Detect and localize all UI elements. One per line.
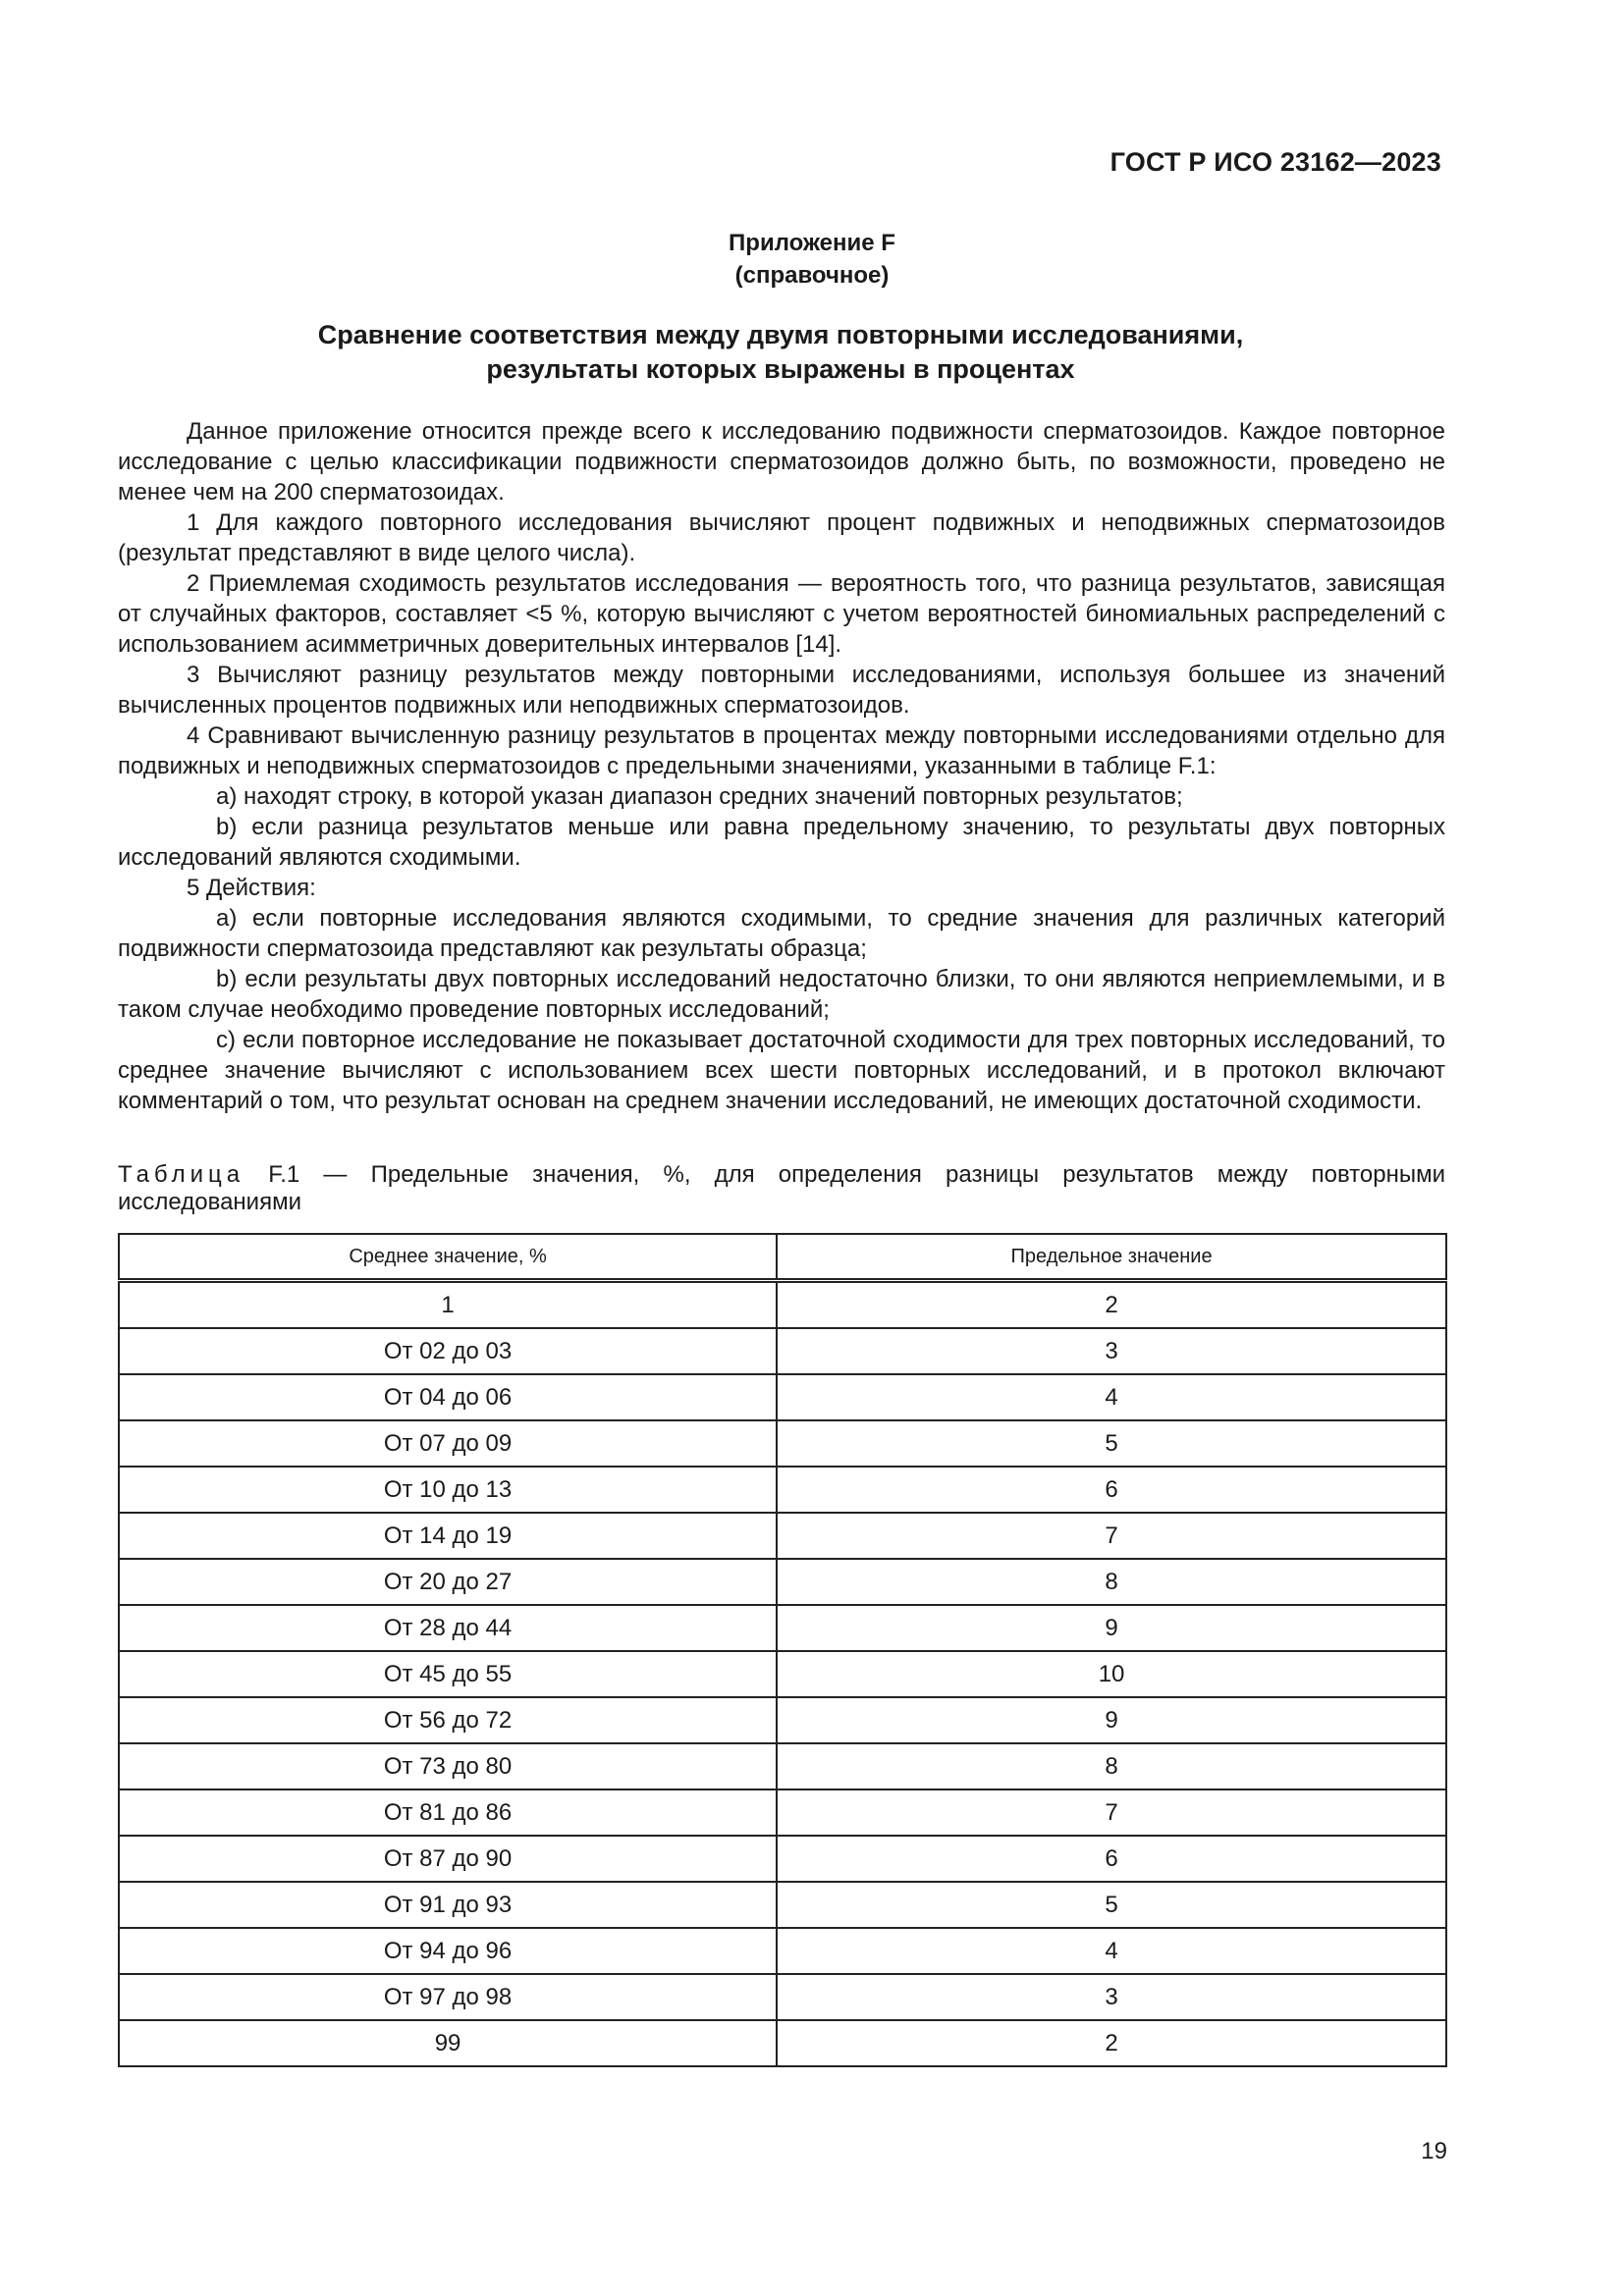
table-row bbox=[119, 1743, 1446, 1789]
limit-value-cell: 7 bbox=[777, 1513, 1446, 1559]
table-caption-label: Таблица bbox=[118, 1161, 245, 1188]
table-row bbox=[119, 1281, 1446, 1329]
table-row bbox=[119, 1836, 1446, 1882]
limit-value-cell: 3 bbox=[777, 1328, 1446, 1374]
table-row bbox=[119, 1974, 1446, 2020]
mean-value-cell: От 20 до 27 bbox=[119, 1559, 777, 1605]
step-5c-paragraph: c) если повторное исследование не показывает достаточной сходимости для трех повторных исследований, то среднее значение вычисляют с использованием всех шести повторных исследований, и в протокол включают комментарий о том, что результат основан на среднем значении исследований, не имеющих достаточной сходимости. bbox=[118, 1027, 1445, 1114]
step-4-paragraph: 4 Сравнивают вычисленную разницу результатов в процентах между повторными исследованиями отдельно для подвижных и неподвижных сперматозоидов с предельными значениями, указанными в таблице F.1: bbox=[118, 722, 1445, 779]
mean-value-cell: От 56 до 72 bbox=[119, 1697, 777, 1743]
step-1-paragraph: 1 Для каждого повторного исследования вычисляют процент подвижных и неподвижных сперматозоидов (результат представляют в виде целого числа). bbox=[118, 509, 1445, 566]
limit-value-cell: 8 bbox=[777, 1559, 1446, 1605]
mean-value-cell: От 94 до 96 bbox=[119, 1928, 777, 1974]
table-caption-text: F.1 — Предельные значения, %, для определения разницы результатов между повторными исследованиями bbox=[118, 1161, 1445, 1215]
limit-value-cell: 2 bbox=[777, 1281, 1446, 1329]
mean-value-cell: От 14 до 19 bbox=[119, 1513, 777, 1559]
limit-value-cell: 2 bbox=[777, 2020, 1446, 2066]
table-row bbox=[119, 1697, 1446, 1743]
mean-value-cell: От 02 до 03 bbox=[119, 1328, 777, 1374]
step-5a-paragraph: a) если повторные исследования являются сходимыми, то средние значения для различных категорий подвижности сперматозоида представляют как результаты образца; bbox=[118, 905, 1445, 962]
table-row bbox=[119, 1513, 1446, 1559]
table-row bbox=[119, 1467, 1446, 1513]
table-row bbox=[119, 1928, 1446, 1974]
mean-value-cell: От 45 до 55 bbox=[119, 1651, 777, 1697]
limit-value-cell: 6 bbox=[777, 1836, 1446, 1882]
step-4b-paragraph: b) если разница результатов меньше или равна предельному значению, то результаты двух повторных исследований являются сходимыми. bbox=[118, 814, 1445, 871]
limit-value-cell: 10 bbox=[777, 1651, 1446, 1697]
limit-value-column-header: Предельное значение bbox=[777, 1234, 1446, 1281]
mean-value-cell: От 81 до 86 bbox=[119, 1789, 777, 1836]
limit-value-cell: 8 bbox=[777, 1743, 1446, 1789]
document-code: ГОСТ Р ИСО 23162—2023 bbox=[1110, 147, 1441, 177]
mean-value-cell: От 04 до 06 bbox=[119, 1374, 777, 1420]
mean-value-cell: От 91 до 93 bbox=[119, 1882, 777, 1928]
mean-value-cell: От 73 до 80 bbox=[119, 1743, 777, 1789]
annex-body bbox=[118, 416, 1445, 1116]
table-row bbox=[119, 1559, 1446, 1605]
annex-title bbox=[0, 318, 1561, 387]
table-row bbox=[119, 2020, 1446, 2066]
step-3-paragraph: 3 Вычисляют разницу результатов между повторными исследованиями, используя большее из значений вычисленных процентов подвижных или неподвижных сперматозоидов. bbox=[118, 662, 1445, 719]
annex-title-line-2: результаты которых выражены в процентах bbox=[486, 354, 1075, 384]
table-header-row bbox=[119, 1234, 1446, 1281]
mean-value-cell: От 10 до 13 bbox=[119, 1467, 777, 1513]
table-row bbox=[119, 1605, 1446, 1651]
table-caption bbox=[118, 1161, 1445, 1216]
step-5-paragraph: 5 Действия: bbox=[187, 875, 316, 901]
table-row bbox=[119, 1374, 1446, 1420]
mean-value-cell: 99 bbox=[119, 2020, 777, 2066]
limit-value-cell: 5 bbox=[777, 1882, 1446, 1928]
annex-name: Приложение F bbox=[729, 230, 895, 256]
mean-value-cell: От 28 до 44 bbox=[119, 1605, 777, 1651]
table-row bbox=[119, 1789, 1446, 1836]
step-2-paragraph: 2 Приемлемая сходимость результатов исследования — вероятность того, что разница результатов, зависящая от случайных факторов, составляет <5 %, которую вычисляют с учетом вероятностей биномиальных распределений с использованием асимметричных доверительных интервалов [14]. bbox=[118, 570, 1445, 658]
limits-table bbox=[118, 1233, 1447, 2067]
table-row bbox=[119, 1882, 1446, 1928]
mean-value-cell: 1 bbox=[119, 1281, 777, 1329]
annex-kind: (справочное) bbox=[734, 262, 890, 289]
limit-value-cell: 9 bbox=[777, 1605, 1446, 1651]
limit-value-cell: 4 bbox=[777, 1374, 1446, 1420]
step-5b-paragraph: b) если результаты двух повторных исследований недостаточно близки, то они являются неприемлемыми, и в таком случае необходимо проведение повторных исследований; bbox=[118, 966, 1445, 1023]
intro-paragraph: Данное приложение относится прежде всего к исследованию подвижности сперматозоидов. Каждое повторное исследование с целью классификации подвижности сперматозоидов должно быть, по возможности, проведено не менее чем на 200 сперматозоидах. bbox=[118, 418, 1445, 506]
limit-value-cell: 3 bbox=[777, 1974, 1446, 2020]
limit-value-cell: 5 bbox=[777, 1420, 1446, 1467]
annex-heading bbox=[0, 227, 1624, 292]
table-row bbox=[119, 1651, 1446, 1697]
table-row bbox=[119, 1420, 1446, 1467]
table-row bbox=[119, 1328, 1446, 1374]
limit-value-cell: 6 bbox=[777, 1467, 1446, 1513]
mean-value-column-header: Среднее значение, % bbox=[119, 1234, 777, 1281]
step-4a-paragraph: a) находят строку, в которой указан диапазон средних значений повторных результатов; bbox=[216, 783, 1183, 810]
mean-value-cell: От 07 до 09 bbox=[119, 1420, 777, 1467]
limits-table-body bbox=[119, 1281, 1446, 2067]
limit-value-cell: 7 bbox=[777, 1789, 1446, 1836]
annex-title-line-1: Сравнение соответствия между двумя повторными исследованиями, bbox=[317, 320, 1244, 349]
mean-value-cell: От 87 до 90 bbox=[119, 1836, 777, 1882]
limit-value-cell: 9 bbox=[777, 1697, 1446, 1743]
mean-value-cell: От 97 до 98 bbox=[119, 1974, 777, 2020]
limit-value-cell: 4 bbox=[777, 1928, 1446, 1974]
page-number: 19 bbox=[1421, 2138, 1447, 2164]
